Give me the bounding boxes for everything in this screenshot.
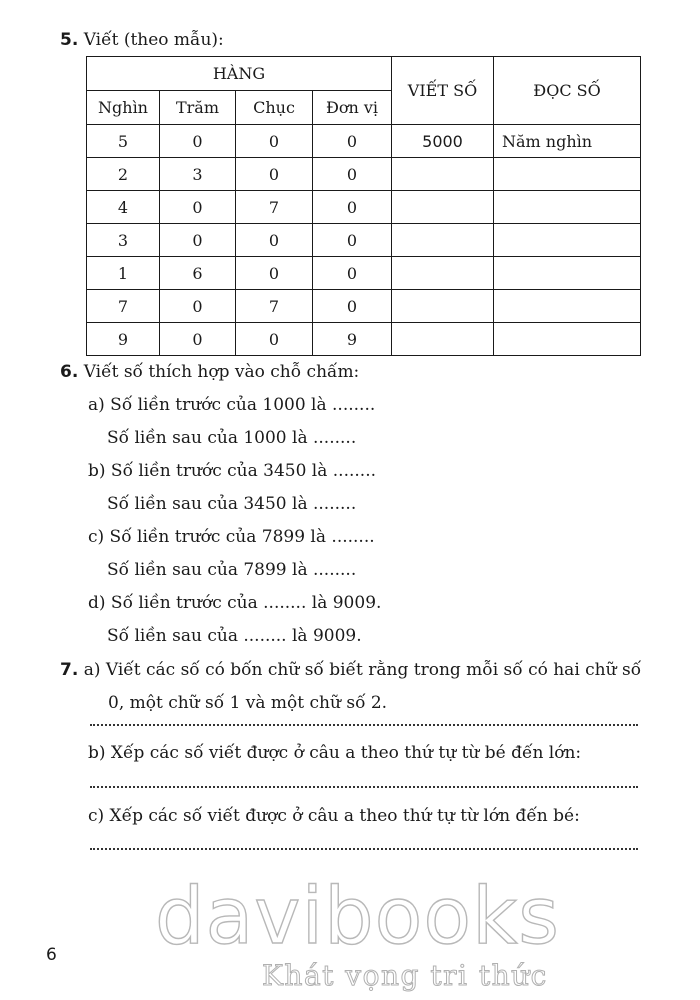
ex6-a-after: Số liền sau của 1000 là ........ — [107, 428, 357, 448]
ex7-b-answer-line[interactable] — [90, 786, 638, 788]
cell-nghin: 7 — [87, 290, 160, 323]
cell-don-vi: 0 — [313, 224, 392, 257]
table-row — [87, 125, 641, 158]
ex6-a-before: a) Số liền trước của 1000 là ........ — [88, 395, 376, 415]
cell-viet-so[interactable] — [392, 158, 494, 191]
table-row — [87, 257, 641, 290]
cell-viet-so: 5000 — [392, 125, 494, 158]
cell-viet-so[interactable] — [392, 224, 494, 257]
cell-don-vi: 0 — [313, 158, 392, 191]
exercise-6-title: Viết số thích hợp vào chỗ chấm: — [83, 362, 360, 382]
header-chuc: Chục — [236, 91, 313, 125]
ex7-a-line2: 0, một chữ số 1 và một chữ số 2. — [108, 693, 388, 713]
exercise-5-heading — [60, 30, 224, 50]
ex7-a-answer-line[interactable] — [90, 724, 638, 726]
ex6-c-before: c) Số liền trước của 7899 là ........ — [88, 527, 375, 547]
cell-chuc: 7 — [236, 290, 313, 323]
exercise-5-title: Viết (theo mẫu): — [83, 30, 224, 50]
page-number: 6 — [46, 945, 57, 965]
ex6-b-before: b) Số liền trước của 3450 là ........ — [88, 461, 377, 481]
cell-tram: 0 — [160, 290, 236, 323]
exercise-7-number: 7. — [60, 660, 79, 680]
header-hang: HÀNG — [87, 57, 392, 91]
ex7-c: c) Xếp các số viết được ở câu a theo thứ tự từ lớn đến bé: — [88, 806, 580, 826]
cell-chuc: 0 — [236, 158, 313, 191]
cell-nghin: 9 — [87, 323, 160, 356]
cell-doc-so[interactable] — [494, 257, 641, 290]
cell-nghin: 3 — [87, 224, 160, 257]
cell-tram: 0 — [160, 323, 236, 356]
cell-doc-so[interactable] — [494, 323, 641, 356]
header-nghin: Nghìn — [87, 91, 160, 125]
table-row — [87, 158, 641, 191]
header-doc-so: ĐỌC SỐ — [494, 57, 641, 125]
cell-nghin: 4 — [87, 191, 160, 224]
cell-don-vi: 0 — [313, 257, 392, 290]
cell-viet-so[interactable] — [392, 290, 494, 323]
header-don-vi: Đơn vị — [313, 91, 392, 125]
table-body — [87, 125, 641, 356]
ex6-b-after: Số liền sau của 3450 là ........ — [107, 494, 357, 514]
table-row — [87, 224, 641, 257]
cell-chuc: 0 — [236, 323, 313, 356]
cell-nghin: 5 — [87, 125, 160, 158]
cell-chuc: 0 — [236, 224, 313, 257]
cell-doc-so[interactable] — [494, 158, 641, 191]
table-row — [87, 290, 641, 323]
cell-viet-so[interactable] — [392, 257, 494, 290]
cell-chuc: 7 — [236, 191, 313, 224]
exercise-5-number: 5. — [60, 30, 79, 50]
ex7-b: b) Xếp các số viết được ở câu a theo thứ tự từ bé đến lớn: — [88, 743, 582, 763]
davibooks-watermark-logo — [150, 865, 620, 995]
cell-don-vi: 0 — [313, 191, 392, 224]
cell-doc-so: Năm nghìn — [494, 125, 641, 158]
cell-tram: 0 — [160, 191, 236, 224]
table-row — [87, 323, 641, 356]
cell-don-vi: 0 — [313, 290, 392, 323]
cell-tram: 0 — [160, 224, 236, 257]
cell-doc-so[interactable] — [494, 290, 641, 323]
ex6-d-after: Số liền sau của ........ là 9009. — [107, 626, 362, 646]
svg-text:Khát vọng tri thức: Khát vọng tri thức — [262, 959, 548, 992]
ex7-c-answer-line[interactable] — [90, 848, 638, 850]
ex6-d-before: d) Số liền trước của ........ là 9009. — [88, 593, 382, 613]
cell-tram: 6 — [160, 257, 236, 290]
exercise-6-heading — [60, 362, 359, 382]
table-row — [87, 191, 641, 224]
place-value-table — [86, 56, 641, 356]
cell-viet-so[interactable] — [392, 191, 494, 224]
cell-don-vi: 9 — [313, 323, 392, 356]
cell-nghin: 2 — [87, 158, 160, 191]
cell-tram: 0 — [160, 125, 236, 158]
svg-text:davibooks: davibooks — [155, 872, 560, 962]
cell-doc-so[interactable] — [494, 224, 641, 257]
exercise-6-number: 6. — [60, 362, 79, 382]
ex7-a-line1: a) Viết các số có bốn chữ số biết rằng trong mỗi số có hai chữ số — [83, 660, 642, 680]
header-viet-so: VIẾT SỐ — [392, 57, 494, 125]
cell-viet-so[interactable] — [392, 323, 494, 356]
cell-doc-so[interactable] — [494, 191, 641, 224]
cell-tram: 3 — [160, 158, 236, 191]
cell-chuc: 0 — [236, 125, 313, 158]
cell-chuc: 0 — [236, 257, 313, 290]
cell-don-vi: 0 — [313, 125, 392, 158]
exercise-7-heading — [60, 660, 641, 680]
header-tram: Trăm — [160, 91, 236, 125]
cell-nghin: 1 — [87, 257, 160, 290]
ex6-c-after: Số liền sau của 7899 là ........ — [107, 560, 357, 580]
